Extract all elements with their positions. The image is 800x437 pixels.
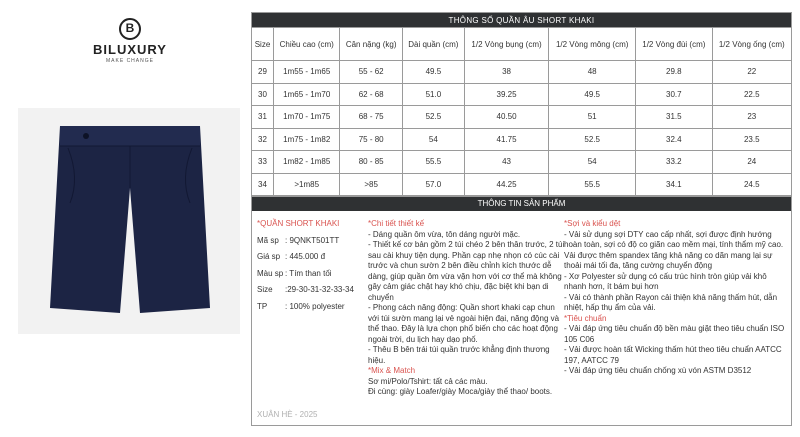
table-cell: 51 bbox=[549, 106, 636, 129]
table-cell: 62 - 68 bbox=[340, 83, 402, 106]
table-cell: 49.5 bbox=[549, 83, 636, 106]
info-line: - Vải có thành phần Rayon cải thiện khả năng thấm hút, dẫn nhiệt, hấp thụ ẩm của vải. bbox=[564, 292, 778, 312]
header-cell: 1/2 Vòng đùi (cm) bbox=[636, 28, 712, 61]
info-line: - Vải đáp ứng tiêu chuẩn độ bền màu giặt theo tiêu chuẩn ISO 105 C06 bbox=[564, 324, 785, 344]
table-cell: 43 bbox=[464, 151, 548, 174]
table-cell: 51.0 bbox=[402, 83, 464, 106]
size-cell: 34 bbox=[252, 173, 274, 196]
table-cell: 52.5 bbox=[549, 128, 636, 151]
table-cell: 23.5 bbox=[712, 128, 791, 151]
table-cell: 30.7 bbox=[636, 83, 712, 106]
season-label: XUÂN HÈ - 2025 bbox=[257, 410, 318, 419]
table-cell: 40.50 bbox=[464, 106, 548, 129]
table-cell: 39.25 bbox=[464, 83, 548, 106]
product-field bbox=[257, 285, 367, 296]
field-label: Mã sp bbox=[257, 235, 279, 245]
table-cell: 24 bbox=[712, 151, 791, 174]
table-cell: >1m85 bbox=[274, 173, 340, 196]
table-cell: 1m55 - 1m65 bbox=[274, 61, 340, 84]
product-name: *QUẦN SHORT KHAKI bbox=[257, 219, 340, 228]
field-label: Màu sp bbox=[257, 268, 284, 278]
fabric-title: *Sợi và kiểu dệt bbox=[564, 219, 621, 228]
size-cell: 30 bbox=[252, 83, 274, 106]
size-cell: 31 bbox=[252, 106, 274, 129]
info-line: - Dáng quần ôm vừa, tôn dáng người mặc. bbox=[368, 229, 521, 239]
table-cell: 22.5 bbox=[712, 83, 791, 106]
header-cell: 1/2 Vòng mông (cm) bbox=[549, 28, 636, 61]
table-cell: 1m70 - 1m75 bbox=[274, 106, 340, 129]
field-value: : 9QNKT501TT bbox=[285, 235, 340, 245]
table-cell: 75 - 80 bbox=[340, 128, 402, 151]
size-cell: 32 bbox=[252, 128, 274, 151]
table-cell: 54 bbox=[402, 128, 464, 151]
info-line: Sơ mi/Polo/Tshirt: tất cả các màu. bbox=[368, 376, 488, 386]
table-cell: 48 bbox=[549, 61, 636, 84]
info-line: - Vải được hoàn tất Wicking thấm hút theo tiêu chuẩn AATCC 197, AATCC 79 bbox=[564, 345, 782, 365]
product-basic-info bbox=[257, 219, 367, 318]
field-value: : 445.000 đ bbox=[285, 252, 326, 261]
product-field bbox=[257, 269, 367, 280]
table-cell: 29.8 bbox=[636, 61, 712, 84]
brand-name: BILUXURY bbox=[93, 42, 167, 57]
table-cell: 80 - 85 bbox=[340, 151, 402, 174]
header-cell: Cân nặng (kg) bbox=[340, 28, 402, 61]
table-cell: 22 bbox=[712, 61, 791, 84]
table-cell: 54 bbox=[549, 151, 636, 174]
size-cell: 33 bbox=[252, 151, 274, 174]
header-cell: 1/2 Vòng ống (cm) bbox=[712, 28, 791, 61]
table-cell: 49.5 bbox=[402, 61, 464, 84]
table-cell: 41.75 bbox=[464, 128, 548, 151]
table-cell: 32.4 bbox=[636, 128, 712, 151]
table-cell: 55 - 62 bbox=[340, 61, 402, 84]
standard-title: *Tiêu chuẩn bbox=[564, 313, 607, 323]
design-details bbox=[368, 219, 568, 398]
field-label: TP bbox=[257, 301, 268, 311]
size-chart-header-row bbox=[252, 28, 792, 61]
table-cell: 1m65 - 1m70 bbox=[274, 83, 340, 106]
table-row bbox=[252, 151, 792, 174]
design-title: *Chi tiết thiết kế bbox=[368, 219, 425, 228]
table-cell: 68 - 75 bbox=[340, 106, 402, 129]
size-cell: 29 bbox=[252, 61, 274, 84]
info-line: - Vải sử dụng sợi DTY cao cấp nhất, sợi được định hướng hoàn toàn, sợi có độ co giãn cao mềm mại, tính thẩm mỹ cao. Vải được thêm spandex tăng khả năng co dãn mang lại sự thoải mái tối đa, tăng cường chuyển động bbox=[564, 229, 784, 270]
table-row bbox=[252, 128, 792, 151]
table-cell: 55.5 bbox=[549, 173, 636, 196]
size-chart-title: THÔNG SỐ QUẦN ÂU SHORT KHAKI bbox=[252, 13, 792, 28]
table-cell: 44.25 bbox=[464, 173, 548, 196]
product-field bbox=[257, 252, 367, 263]
fabric-details bbox=[564, 219, 786, 377]
info-line: - Thiết kế cơ bản gồm 2 túi chéo 2 bên thân trước, 2 túi sau cài khuy tiện dụng. Phần cạp nhẹ nhọn có cúc cài trước và chun sườn 2 bên điều chỉnh kích thước dễ dàng, giúp quần ôm vừa vặn hơn với cơ thể mà không gây cảm giác chật hay khó chịu, đặc biệt khi bạn di chuyển bbox=[368, 240, 565, 302]
table-row bbox=[252, 173, 792, 196]
field-value: : Tím than tối bbox=[285, 268, 332, 278]
product-photo bbox=[18, 108, 240, 334]
table-cell: 1m75 - 1m82 bbox=[274, 128, 340, 151]
field-value: : 100% polyester bbox=[285, 301, 345, 311]
brand-logo bbox=[80, 18, 180, 64]
info-line: Đi cùng: giày Loafer/giày Moca/giày thể thao/ boots. bbox=[368, 387, 553, 396]
header-cell: Dài quần (cm) bbox=[402, 28, 464, 61]
field-label: Size bbox=[257, 285, 273, 294]
table-cell: 33.2 bbox=[636, 151, 712, 174]
info-line: - Phong cách năng động: Quần short khaki cạp chun với túi sườn mang lại vẻ ngoài hiện đại, năng động và thể thao. Đây là lựa chọn phổ biến cho các hoạt động ngoài trời, du lịch hay dạo phố. bbox=[368, 303, 560, 344]
table-cell: 34.1 bbox=[636, 173, 712, 196]
brand-tagline: MAKE CHANGE bbox=[106, 58, 154, 64]
info-line: - Xơ Polyester sử dụng có cấu trúc hình tròn giúp vải khô nhanh hơn, ít bám bụi hơn bbox=[564, 271, 767, 291]
table-cell: 23 bbox=[712, 106, 791, 129]
shorts-image bbox=[40, 118, 220, 318]
table-cell: 57.0 bbox=[402, 173, 464, 196]
table-cell: >85 bbox=[340, 173, 402, 196]
field-value: :29-30-31-32-33-34 bbox=[285, 285, 354, 294]
header-cell: 1/2 Vòng bụng (cm) bbox=[464, 28, 548, 61]
info-line: - Thêu B bên trái túi quần trước khẳng định thương hiệu. bbox=[368, 345, 550, 365]
table-cell: 55.5 bbox=[402, 151, 464, 174]
header-cell: Chiều cao (cm) bbox=[274, 28, 340, 61]
table-cell: 1m82 - 1m85 bbox=[274, 151, 340, 174]
table-row bbox=[252, 61, 792, 84]
table-cell: 31.5 bbox=[636, 106, 712, 129]
product-info-title: THÔNG TIN SẢN PHẨM bbox=[252, 197, 791, 211]
info-line: - Vải đáp ứng tiêu chuẩn chống xù vón ASTM D3512 bbox=[564, 366, 752, 375]
mix-title: *Mix & Match bbox=[368, 366, 416, 375]
table-cell: 24.5 bbox=[712, 173, 791, 196]
size-chart-table bbox=[251, 12, 792, 196]
table-row bbox=[252, 83, 792, 106]
table-cell: 52.5 bbox=[402, 106, 464, 129]
product-field bbox=[257, 236, 367, 247]
header-cell: Size bbox=[252, 28, 274, 61]
field-label: Giá sp bbox=[257, 252, 281, 261]
brand-mark-icon bbox=[119, 18, 141, 40]
product-info-box bbox=[251, 196, 792, 426]
table-row bbox=[252, 106, 792, 129]
product-field bbox=[257, 302, 367, 313]
table-cell: 38 bbox=[464, 61, 548, 84]
